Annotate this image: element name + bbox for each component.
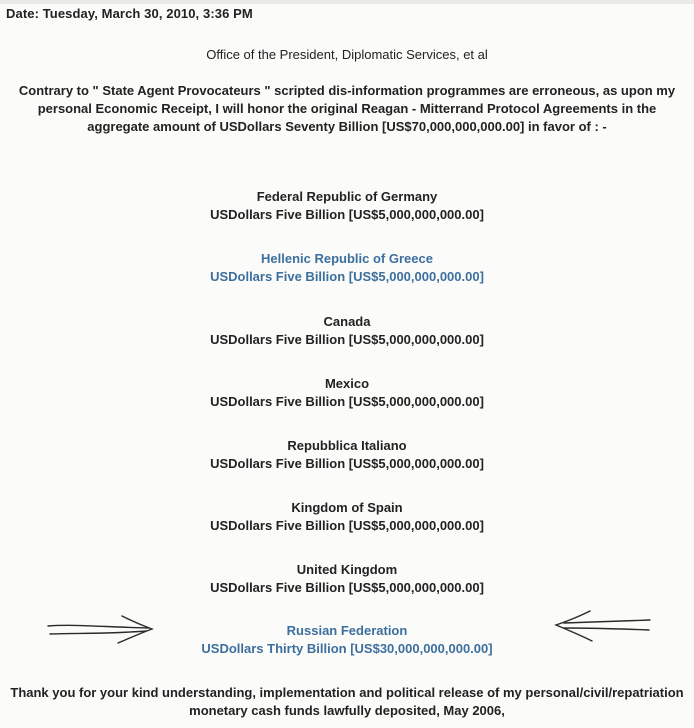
hand-drawn-arrow-left-icon [552,608,654,644]
page-top-edge [0,0,694,4]
beneficiary-entry-mexico [0,375,694,411]
beneficiary-entry-germany [0,188,694,224]
hand-drawn-arrow-right-icon [44,612,156,646]
beneficiary-amount: USDollars Thirty Billion [US$30,000,000,000.00] [201,641,493,656]
beneficiary-country: Canada [323,314,371,329]
beneficiary-amount: USDollars Five Billion [US$5,000,000,000.00] [210,580,484,595]
beneficiary-country: Federal Republic of Germany [256,189,438,204]
beneficiary-amount: USDollars Five Billion [US$5,000,000,000.00] [210,332,484,347]
beneficiary-country: Kingdom of Spain [291,500,403,515]
office-line: Office of the President, Diplomatic Services, et al [206,47,488,62]
beneficiary-amount: USDollars Five Billion [US$5,000,000,000.00] [210,207,484,222]
beneficiary-country: Repubblica Italiano [287,438,407,453]
beneficiary-country: United Kingdom [296,562,398,577]
beneficiary-country: Russian Federation [286,623,408,638]
beneficiary-amount: USDollars Five Billion [US$5,000,000,000.00] [210,394,484,409]
date-line: Date: Tuesday, March 30, 2010, 3:36 PM [6,6,253,21]
intro-paragraph: Contrary to " State Agent Provocateurs " scripted dis-information programmes are erroneous, as upon my personal Economic Receipt, I will honor the original Reagan - Mitterrand Protocol Agreements in the aggregate amount of USDollars Seventy Billion [US$70,000,000,000.00] in favor of : - [18,83,676,134]
beneficiary-entry-spain [0,499,694,535]
beneficiary-entry-canada [0,313,694,349]
closing-paragraph: Thank you for your kind understanding, implementation and political release of my personal/civil/repatriation monetary cash funds lawfully deposited, May 2006, [10,685,684,718]
beneficiary-country: Hellenic Republic of Greece [261,251,433,266]
beneficiary-amount: USDollars Five Billion [US$5,000,000,000.00] [210,269,484,284]
beneficiary-country: Mexico [324,376,370,391]
beneficiary-entry-italy [0,437,694,473]
beneficiary-entry-united-kingdom [0,561,694,597]
beneficiary-entry-greece [0,250,694,286]
beneficiary-amount: USDollars Five Billion [US$5,000,000,000.00] [210,518,484,533]
beneficiary-amount: USDollars Five Billion [US$5,000,000,000.00] [210,456,484,471]
